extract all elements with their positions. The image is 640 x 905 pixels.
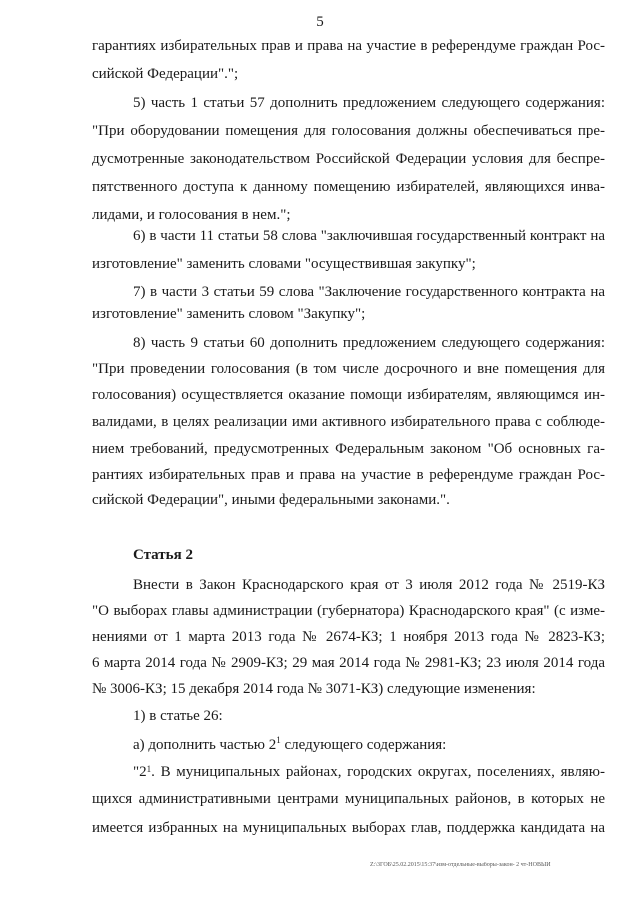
text-line: имеется избранных на муниципальных выборах глав, поддержка кандидата на bbox=[92, 820, 605, 836]
text-line: "При оборудовании помещения для голосования должны обеспечиваться пре- bbox=[92, 123, 605, 139]
superscript: 1 bbox=[276, 735, 281, 745]
text-line: "При проведении голосования (в том числе досрочного и вне помещения для bbox=[92, 361, 605, 377]
text-fragment: следующего содержания: bbox=[280, 737, 447, 753]
text-line: гарантиях избирательных прав и права на участие в референдуме граждан Рос- bbox=[92, 38, 605, 54]
text-line: № 3006-КЗ; 15 декабря 2014 года № 3071-КЗ) следующие изменения: bbox=[92, 681, 536, 697]
text-line: щихся административными центрами муниципальных районов, в которых не bbox=[92, 791, 605, 807]
text-line: 7) в части 3 статьи 59 слова "Заключение государственного контракта на bbox=[133, 284, 605, 300]
text-line: сийской Федерации"."; bbox=[92, 66, 239, 82]
text-line: голосования) осуществляется оказание помощи избирателям, являющимся ин- bbox=[92, 387, 605, 403]
text-line: "О выборах главы администрации (губернатора) Краснодарского края" (с изме- bbox=[92, 603, 605, 619]
text-line: рантиях избирательных прав и права на участие в референдуме граждан Рос- bbox=[92, 467, 605, 483]
text-line: 6 марта 2014 года № 2909-КЗ; 29 мая 2014 года № 2981-КЗ; 23 июля 2014 года bbox=[92, 655, 605, 671]
page-number: 5 bbox=[316, 14, 324, 30]
text-line: сийской Федерации", иными федеральными законами.". bbox=[92, 492, 450, 508]
text-line: лидами, и голосования в нем."; bbox=[92, 207, 291, 223]
text-line bbox=[133, 764, 605, 781]
text-fragment: . В муниципальных районах, городских округах, поселениях, являю- bbox=[151, 764, 605, 780]
text-line: изготовление" заменить словом "Закупку"; bbox=[92, 306, 366, 322]
text-line: нием требований, предусмотренных Федеральным законом "Об основных га- bbox=[92, 441, 605, 457]
text-line: Внести в Закон Краснодарского края от 3 июля 2012 года № 2519-КЗ bbox=[133, 577, 605, 593]
text-line: 5) часть 1 статьи 57 дополнить предложением следующего содержания: bbox=[133, 95, 605, 111]
text-line: дусмотренные законодательством Российской Федерации условия для беспре- bbox=[92, 151, 605, 167]
text-line: пятственного доступа к данному помещению избирателей, являющихся инва- bbox=[92, 179, 605, 195]
text-line: 1) в статье 26: bbox=[133, 708, 223, 724]
text-line bbox=[133, 735, 446, 754]
text-fragment: а) дополнить частью 2 bbox=[133, 737, 277, 753]
text-line: нениями от 1 марта 2013 года № 2674-КЗ; 1 ноября 2013 года № 2823-КЗ; bbox=[92, 629, 605, 645]
document-footer: Z:\3ГОБ\25.02.2015\15:37\изм-отдельные-выборы-закон- 2 чт-НОВЫЙ bbox=[370, 862, 551, 868]
text-line: 8) часть 9 статьи 60 дополнить предложением следующего содержания: bbox=[133, 335, 605, 351]
text-fragment: "2 bbox=[133, 764, 147, 780]
article-heading: Статья 2 bbox=[133, 547, 193, 563]
text-line: изготовление" заменить словами "осуществившая закупку"; bbox=[92, 256, 476, 272]
text-line: валидами, в целях реализации ими активного избирательного права с соблюде- bbox=[92, 414, 605, 430]
superscript: 1 bbox=[146, 764, 152, 774]
text-line: 6) в части 11 статьи 58 слова "заключившая государственный контракт на bbox=[133, 228, 605, 244]
